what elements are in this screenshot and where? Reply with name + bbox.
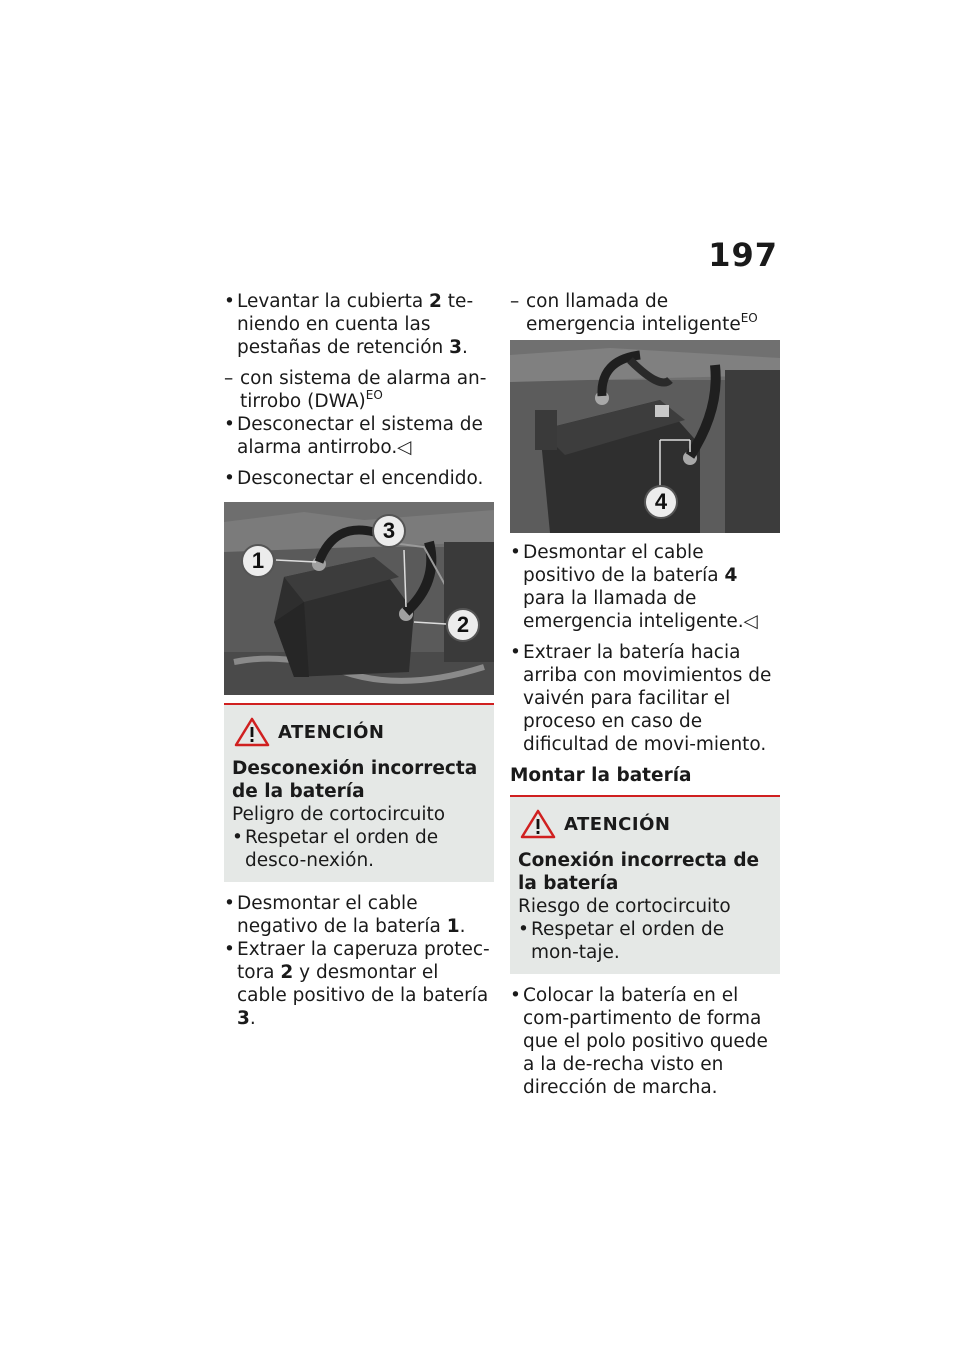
warning-triangle-icon <box>234 717 270 747</box>
option-superscript: EO <box>740 311 758 325</box>
bullet-mark: • <box>224 414 235 435</box>
step-remove-negative-cable: • Desmontar el cable negativo de la batería 1. <box>224 893 466 937</box>
step-remove-positive-cable: • Extraer la caperuza protec-tora 2 y desmontar el cable positivo de la batería 3. <box>224 939 490 1029</box>
warning-triangle-icon <box>520 809 556 839</box>
bullet-mark: • <box>224 939 235 960</box>
callout-2: 2 <box>446 608 480 642</box>
warning-text: Peligro de cortocircuito <box>232 804 446 825</box>
warning-subtitle: Conexión incorrecta de la batería <box>518 850 760 894</box>
bullet-mark: • <box>510 542 521 563</box>
warning-header <box>232 717 486 747</box>
condition-alarm-system: – con sistema de alarma an-tirrobo (DWA)$^{EO}$ <box>224 368 487 412</box>
battery-compartment-illustration <box>224 502 494 695</box>
warning-box-connect <box>510 795 780 974</box>
warning-bullet: • Respetar el orden de mon-taje. <box>518 919 725 963</box>
step-disconnect-alarm: • Desconectar el sistema de alarma antirrobo.◁ <box>224 414 483 458</box>
warning-subtitle: Desconexión incorrecta de la batería <box>232 758 478 802</box>
warning-header <box>518 809 772 839</box>
battery-photo-left <box>224 502 494 695</box>
dash-mark: – <box>510 291 520 312</box>
step-remove-emergency-cable: • Desmontar el cable positivo de la batería 4 para la llamada de emergencia inteligente.◁ <box>510 542 758 632</box>
bullet-mark: • <box>510 985 521 1006</box>
bullet-mark: • <box>510 642 521 663</box>
step-extract-battery: • Extraer la batería hacia arriba con movimientos de vaivén para facilitar el proceso en caso de dificultad de movi-miento. <box>510 642 772 755</box>
dash-mark: – <box>224 368 234 389</box>
warning-bullet: • Respetar el orden de desco-nexión. <box>232 827 439 871</box>
battery-photo-right <box>510 340 780 533</box>
warning-box-disconnect <box>224 703 494 882</box>
step-switch-off-ignition: • Desconectar el encendido. <box>224 468 484 489</box>
page-number: 197 <box>708 236 778 274</box>
warning-title: ATENCIÓN <box>564 813 671 835</box>
callout-4: 4 <box>644 485 678 519</box>
section-heading-install-battery: Montar la batería <box>510 765 692 786</box>
condition-emergency-call: – con llamada de emergencia inteligente$^{EO}$ <box>510 291 758 335</box>
warning-title: ATENCIÓN <box>278 721 385 743</box>
callout-1: 1 <box>241 544 275 578</box>
option-superscript: EO <box>365 388 383 402</box>
step-lift-cover: • Levantar la cubierta 2 te-niendo en cuenta las pestañas de retención 3. <box>224 291 474 358</box>
bullet-mark: • <box>518 919 529 940</box>
left-column <box>224 290 494 1038</box>
callout-3: 3 <box>372 514 406 548</box>
bullet-mark: • <box>224 468 235 489</box>
step-place-battery: • Colocar la batería en el com-partimento de forma que el polo positivo quede a la de-recha visto en dirección de marcha. <box>510 985 768 1098</box>
bullet-mark: • <box>224 291 235 312</box>
bullet-mark: • <box>232 827 243 848</box>
warning-text: Riesgo de cortocircuito <box>518 896 731 917</box>
bullet-mark: • <box>224 893 235 914</box>
right-column <box>510 290 780 1107</box>
